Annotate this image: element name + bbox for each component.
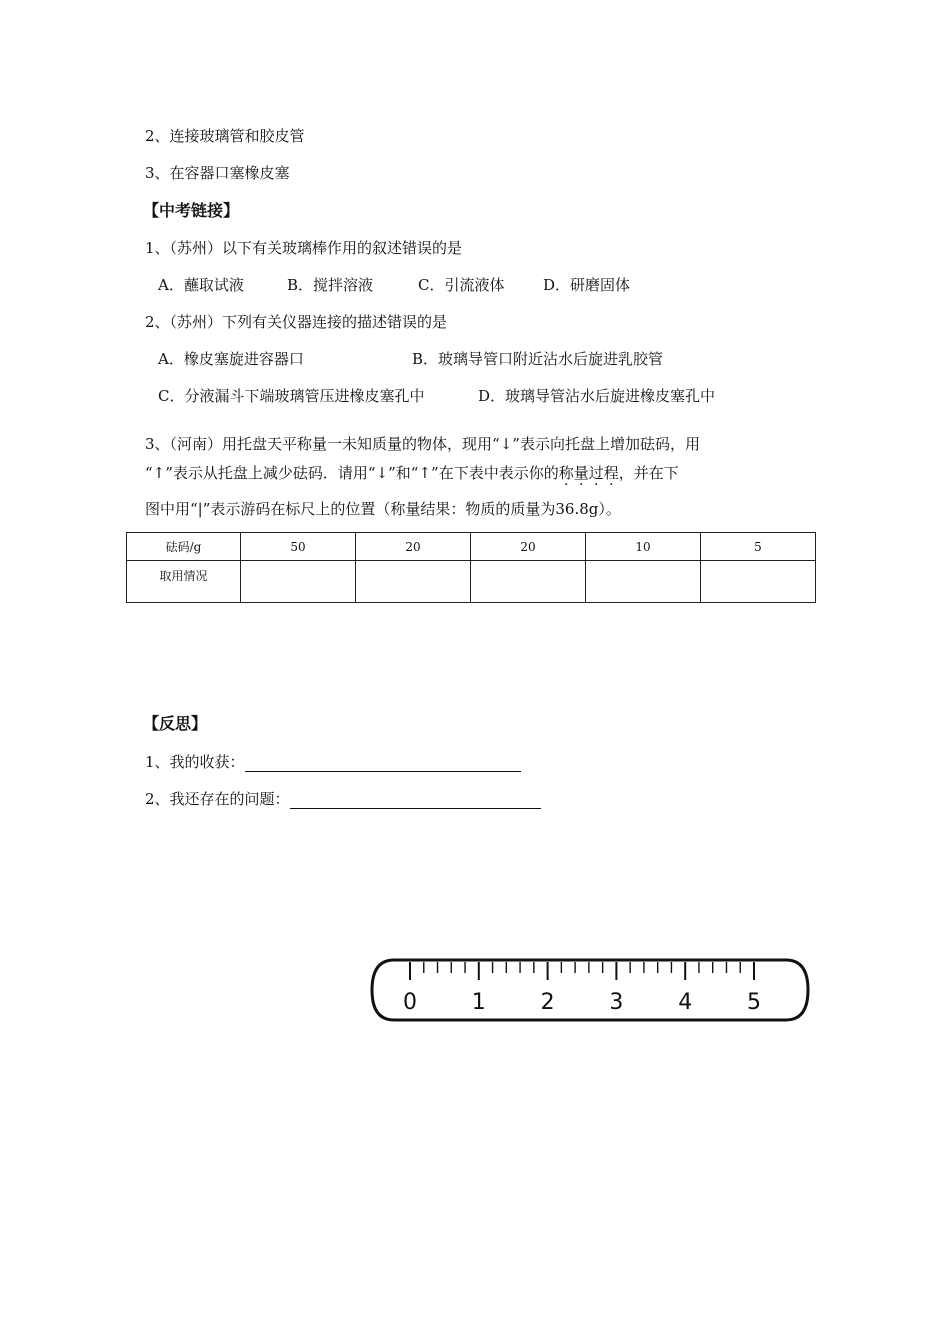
weight-cell: 10: [586, 533, 701, 561]
q2-option-d: D．玻璃导管沾水后旋进橡皮塞孔中: [478, 387, 716, 405]
weight-cell: 5: [701, 533, 816, 561]
usage-cell[interactable]: [701, 561, 816, 603]
reflection-heading: 【反思】: [143, 714, 208, 733]
reflection-item-2-label: 2、我还存在的问题：: [145, 790, 290, 808]
q1-option-c: C．引流液体: [418, 276, 505, 294]
emphasis-char: 过: [588, 464, 604, 482]
ruler-label: 5: [747, 990, 761, 1015]
step-3: 3、在容器口塞橡皮塞: [145, 164, 290, 182]
reflection-item-2: [145, 789, 541, 809]
ruler-label: 3: [609, 990, 624, 1015]
emphasis-char: 程: [603, 464, 619, 482]
ruler-label: 1: [471, 990, 486, 1015]
rider-scale-ruler[interactable]: [368, 955, 812, 1025]
ruler-label: 4: [678, 990, 693, 1015]
ruler-label: 2: [540, 990, 555, 1015]
ruler-label: 0: [403, 990, 417, 1015]
weights-row: [127, 533, 816, 561]
usage-cell[interactable]: [471, 561, 586, 603]
answer-blank[interactable]: [290, 791, 541, 809]
q1-option-b: B．搅拌溶液: [287, 276, 374, 294]
q1-stem: 1、（苏州）以下有关玻璃棒作用的叙述错误的是: [145, 239, 463, 257]
q3-line-1: 3、（河南）用托盘天平称量一未知质量的物体，现用“↓”表示向托盘上增加砝码，用: [145, 435, 700, 453]
usage-cell[interactable]: [586, 561, 701, 603]
usage-cell[interactable]: [356, 561, 471, 603]
usage-cell[interactable]: [241, 561, 356, 603]
weights-table: [126, 532, 816, 603]
reflection-item-1-label: 1、我的收获：: [145, 753, 245, 771]
answer-blank[interactable]: [245, 754, 521, 772]
q1-option-d: D．研磨固体: [543, 276, 631, 294]
usage-row: [127, 561, 816, 603]
weight-cell: 20: [356, 533, 471, 561]
q3-line-2: [145, 463, 679, 483]
emphasis-char: 量: [573, 464, 589, 482]
weight-cell: 50: [241, 533, 356, 561]
emphasis-char: 称: [558, 464, 574, 482]
q2-option-a: A．橡皮塞旋进容器口: [158, 350, 304, 368]
q3-line-2-tail: ，并在下: [618, 464, 679, 482]
q3-line-2-text: “↑”表示从托盘上减少砝码．请用“↓”和“↑”在下表中表示你的: [145, 464, 559, 482]
weights-header: 砝码/g: [127, 533, 241, 561]
q2-stem: 2、（苏州）下列有关仪器连接的描述错误的是: [145, 313, 448, 331]
q2-option-c: C．分液漏斗下端玻璃管压进橡皮塞孔中: [158, 387, 425, 405]
weight-cell: 20: [471, 533, 586, 561]
usage-header: 取用情况: [127, 561, 241, 603]
q3-line-3: 图中用“|”表示游码在标尺上的位置（称量结果：物质的质量为36.8g）。: [145, 500, 621, 518]
zhongkao-heading: 【中考链接】: [143, 201, 240, 220]
reflection-item-1: [145, 752, 521, 772]
q1-option-a: A．蘸取试液: [158, 276, 244, 294]
q2-option-b: B．玻璃导管口附近沾水后旋进乳胶管: [412, 350, 664, 368]
step-2: 2、连接玻璃管和胶皮管: [145, 127, 305, 145]
